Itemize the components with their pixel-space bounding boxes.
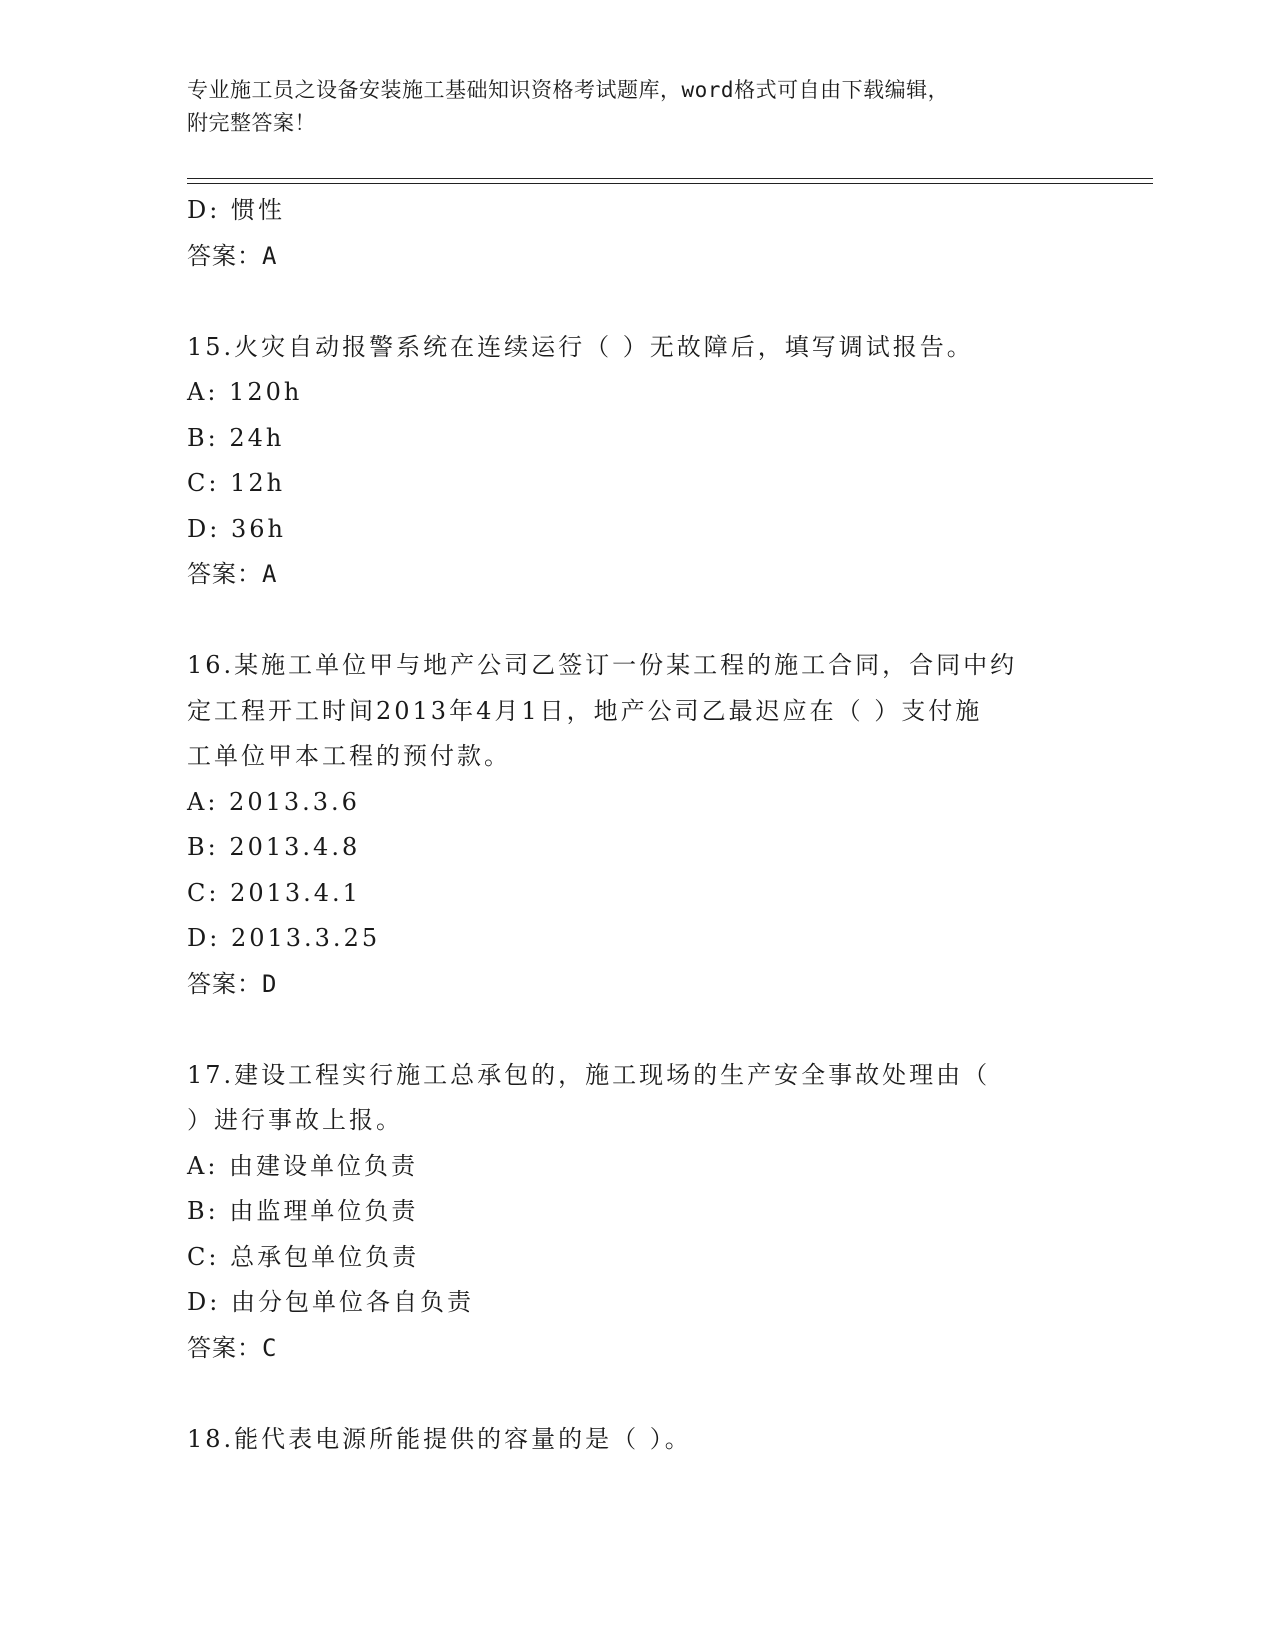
question-stem: ）进行事故上报。 (187, 1106, 403, 1134)
question-stem: 15.火灾自动报警系统在连续运行（ ）无故障后，填写调试报告。 (187, 332, 974, 361)
question-stem: 18.能代表电源所能提供的容量的是（ ）。 (187, 1424, 692, 1453)
answer-line: 答案：A (187, 560, 278, 588)
spacer (187, 598, 1087, 644)
option-d: D: 2013.3.25 (187, 924, 381, 952)
spacer (187, 1371, 1087, 1417)
answer-line: 答案：D (187, 969, 278, 998)
question-16 (187, 643, 1087, 1007)
question-list (187, 188, 1087, 1462)
header-divider-bottom (187, 183, 1153, 184)
header-divider-top (187, 178, 1153, 179)
header-line-2: 附完整答案！ (187, 111, 316, 135)
option-c: C: 12h (187, 469, 286, 497)
option-c: C: 总承包单位负责 (187, 1242, 420, 1271)
previous-question-tail (187, 188, 1087, 279)
question-stem: 工单位甲本工程的预付款。 (187, 742, 511, 770)
question-stem: 定工程开工时间2013年4月1日，地产公司乙最迟应在（ ）支付施 (187, 696, 983, 725)
answer-line: 答案：A (187, 241, 278, 270)
question-stem: 17.建设工程实行施工总承包的，施工现场的生产安全事故处理由（ (187, 1060, 991, 1089)
option-a: A: 120h (187, 378, 303, 406)
spacer (187, 1007, 1087, 1053)
option-a: A: 由建设单位负责 (187, 1151, 419, 1180)
option-a: A: 2013.3.6 (187, 787, 360, 816)
option-b: B: 由监理单位负责 (187, 1197, 419, 1225)
document-header (187, 74, 1087, 140)
spacer (187, 279, 1087, 325)
option-d: D: 由分包单位各自负责 (187, 1288, 474, 1316)
option-d: D: 惯性 (187, 196, 285, 224)
question-stem: 16.某施工单位甲与地产公司乙签订一份某工程的施工合同，合同中约 (187, 651, 1018, 679)
header-line-1: 专业施工员之设备安装施工基础知识资格考试题库，word格式可自由下载编辑， (187, 78, 950, 102)
question-18 (187, 1417, 1087, 1463)
answer-line: 答案：C (187, 1333, 278, 1362)
question-15 (187, 325, 1087, 598)
option-b: B: 24h (187, 423, 285, 452)
option-b: B: 2013.4.8 (187, 833, 361, 861)
option-d: D: 36h (187, 514, 286, 543)
question-17 (187, 1053, 1087, 1372)
option-c: C: 2013.4.1 (187, 878, 361, 907)
